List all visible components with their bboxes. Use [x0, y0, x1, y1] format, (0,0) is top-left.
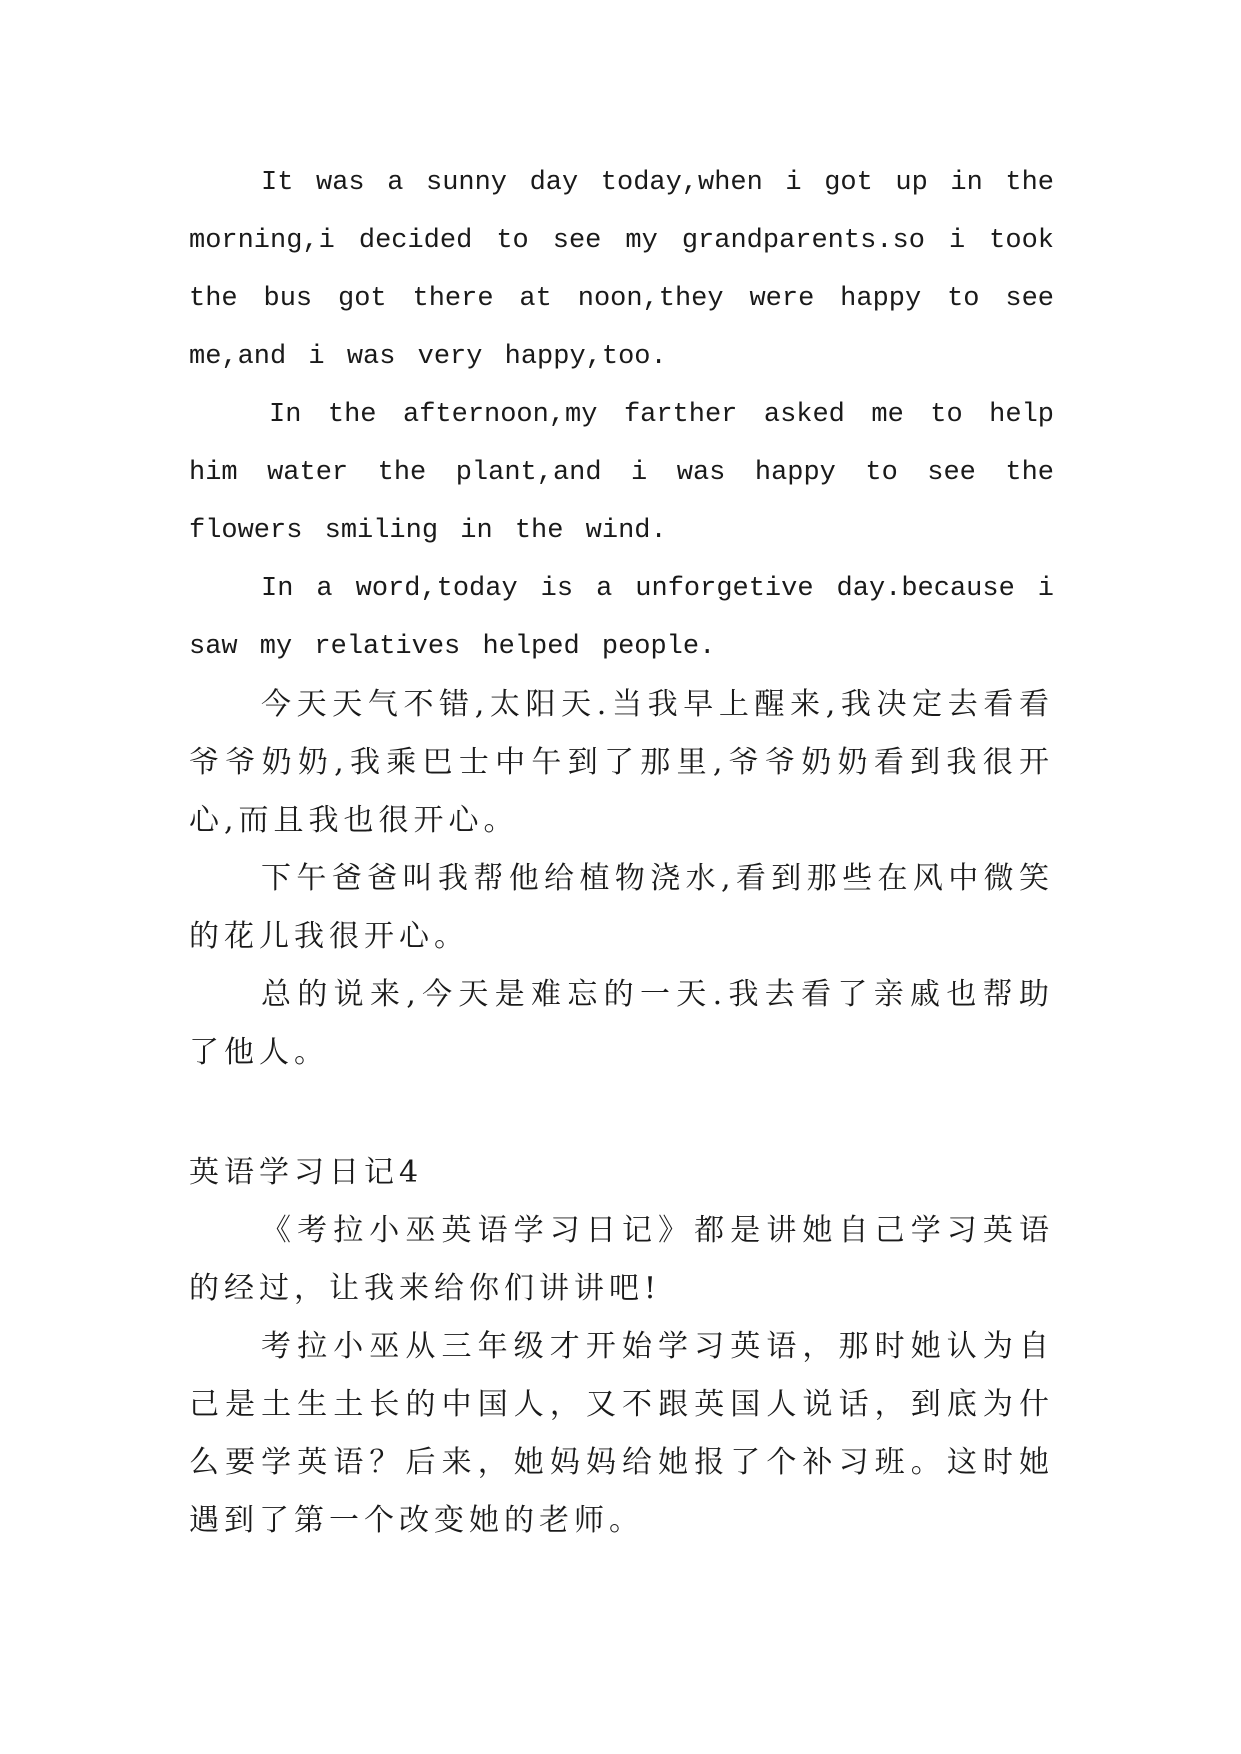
section-paragraph: 《考拉小巫英语学习日记》都是讲她自己学习英语的经过，让我来给你们讲讲吧! [189, 1213, 1054, 1306]
document-page [189, 154, 1054, 1550]
section-title: 英语学习日记4 [189, 1155, 424, 1190]
chinese-paragraph: 下午爸爸叫我帮他给植物浇水,看到那些在风中微笑的花儿我很开心。 [189, 861, 1054, 954]
chinese-paragraph: 今天天气不错,太阳天.当我早上醒来,我决定去看看爷爷奶奶,我乘巴士中午到了那里,爷爷奶奶看到我很开心,而且我也很开心。 [189, 687, 1054, 838]
section-paragraph: 考拉小巫从三年级才开始学习英语，那时她认为自己是土生土长的中国人，又不跟英国人说话，到底为什么要学英语？后来，她妈妈给她报了个补习班。这时她遇到了第一个改变她的老师。 [189, 1329, 1054, 1538]
english-paragraph: In the afternoon,my farther asked me to help him water the plant,and i was happy to see the flowers smiling in the wind. [189, 400, 1054, 546]
chinese-paragraph: 总的说来,今天是难忘的一天.我去看了亲戚也帮助了他人。 [189, 977, 1054, 1070]
english-paragraph: In a word,today is a unforgetive day.because i saw my relatives helped people. [189, 574, 1054, 662]
english-paragraph: It was a sunny day today,when i got up in the morning,i decided to see my grandparents.so i took the bus got there at noon,they were happy to see me,and i was very happy,too. [189, 168, 1054, 372]
